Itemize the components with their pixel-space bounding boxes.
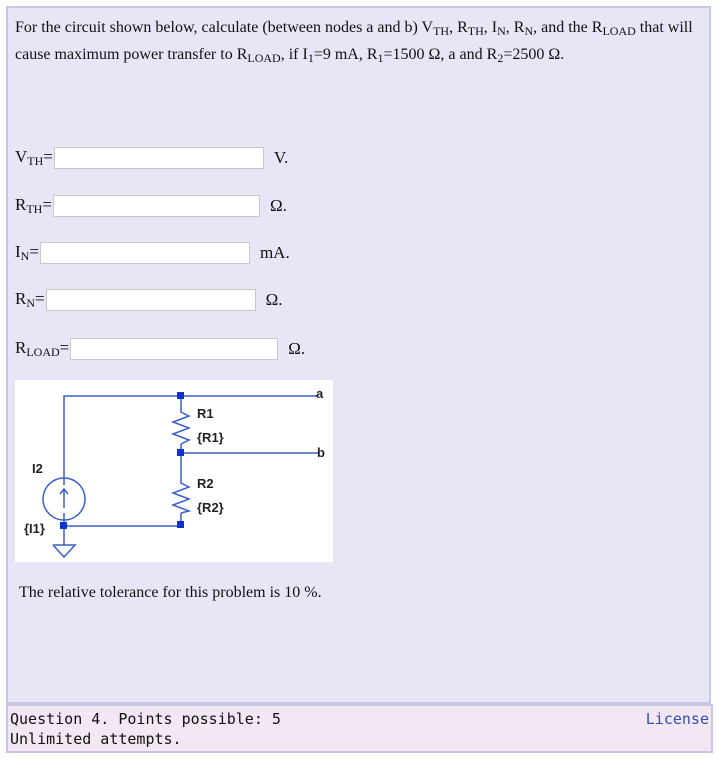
r1-value: {R1} (197, 430, 224, 445)
source-name: I2 (32, 461, 43, 476)
wire-bottom (64, 513, 181, 526)
vth-label: $V_{TH}=$ (15, 147, 53, 168)
in-label: $I_N=$ (15, 242, 39, 263)
circuit-nodes (60, 392, 184, 529)
question-text: For the circuit shown below, calculate (between nodes a and b) $V_{TH}$, $R_{TH}$, $I_N$, $R_N$, and the $R_{LOAD}$ that will cause maximum power transfer to $R_{LOAD}$, if $I_1=9$ mA, $R_1=1500$ Ω, a and $R_2=2500$ Ω. (15, 19, 693, 65)
node-mid-marker (177, 449, 184, 456)
rn-unit: Ω. (265, 290, 283, 309)
vth-row (15, 145, 288, 171)
rth-label: $R_{TH}=$ (15, 195, 52, 216)
rn-input[interactable] (46, 289, 256, 311)
in-row (15, 240, 290, 266)
question-footer (6, 704, 713, 753)
rload-label: $R_{LOAD}=$ (15, 338, 70, 359)
in-unit: mA. (259, 243, 290, 262)
rth-unit: Ω. (269, 196, 287, 215)
vth-unit: V. (273, 148, 289, 167)
node-a-label: a (316, 386, 324, 401)
r2-value: {R2} (197, 500, 224, 515)
source-value: {I1} (24, 521, 45, 536)
rn-label: $R_N=$ (15, 289, 45, 310)
r2-name: R2 (197, 476, 214, 491)
rload-unit: Ω. (288, 339, 306, 358)
node-source-marker (60, 522, 67, 529)
ground-icon (53, 545, 75, 557)
points-line: Question 4. Points possible: 5 (10, 710, 281, 728)
rth-input[interactable] (53, 195, 260, 217)
node-bottom-marker (177, 521, 184, 528)
rload-input[interactable] (70, 338, 278, 360)
question-panel (6, 6, 711, 704)
tolerance-text: The relative tolerance for this problem is 10 %. (19, 584, 322, 601)
rload-row (15, 336, 305, 362)
circuit-diagram (15, 380, 333, 562)
circuit-svg (15, 380, 333, 562)
vth-input[interactable] (54, 147, 264, 169)
node-top-marker (177, 392, 184, 399)
circuit-wires (64, 396, 318, 545)
r2-resistor (173, 480, 189, 513)
license-link[interactable]: License (645, 710, 709, 728)
wire-top (64, 396, 318, 485)
rth-row (15, 193, 287, 219)
question-info (10, 709, 281, 749)
in-input[interactable] (40, 242, 250, 264)
rn-row (15, 287, 283, 313)
node-b-label: b (317, 445, 325, 460)
r1-name: R1 (197, 406, 214, 421)
attempts-line: Unlimited attempts. (10, 730, 182, 748)
r1-resistor (173, 410, 189, 444)
